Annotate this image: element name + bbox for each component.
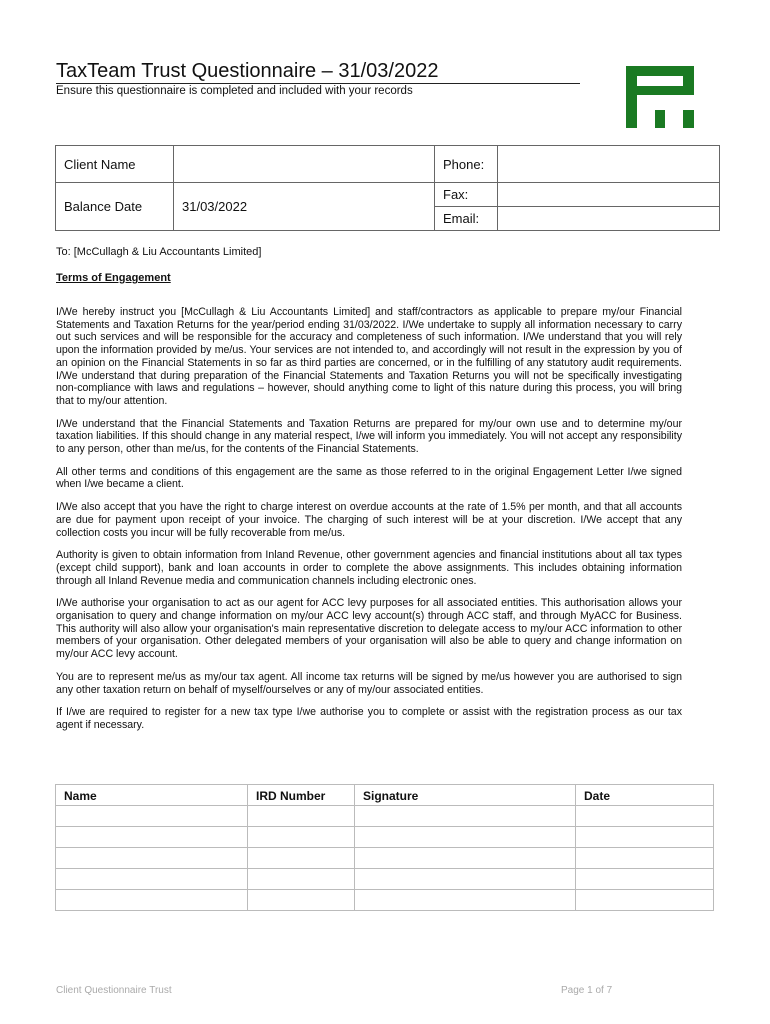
date-cell[interactable] (576, 848, 714, 869)
name-cell[interactable] (56, 869, 248, 890)
terms-paragraph: I/We authorise your organisation to act as our agent for ACC levy purposes for all associated entities. This authorisation allows your organisation to query and change information on my/our ACC levy account(s) through ACC staff, and through MyACC for Business. This authority will also allow your organisation's main representative discretion to delegate access to my/our ACC information to other members of your organisation. Other delegated members of your organisation will also be able to query and change information on my/our ACC levy account. (56, 597, 682, 661)
footer-page-number: Page 1 of 7 (561, 985, 613, 996)
client-name-field[interactable] (174, 146, 435, 183)
footer-document-name: Client Questionnaire Trust (56, 985, 172, 996)
ird-number-cell[interactable] (248, 806, 355, 827)
signature-cell[interactable] (355, 806, 576, 827)
terms-paragraph: I/We hereby instruct you [McCullagh & Liu Accountants Limited] and staff/contractors as applicable to prepare my/our Financial Statements and Taxation Returns for the year/period ending 31/03/2022. I/We undertake to supply all information necessary to carry out such services and will be responsible for the accuracy and completeness of such information. I/We understand that you will rely upon the information provided by me/us. Your services are not intended to, and accordingly will not result in the expression by you of an opinion on the Financial Statements in so far as third parties are concerned, or in the fulfilling of any statutory audit requirements. I/We understand that during preparation of the Financial Statements and Taxation Returns you will not be specifically investigating non-compliance with laws and regulations – however, should anything come to light of this nature during this process, you will bring that to my/our attention. (56, 306, 682, 407)
terms-heading: Terms of Engagement (56, 272, 171, 284)
col-header-date: Date (576, 785, 714, 806)
email-field[interactable] (498, 207, 720, 231)
terms-paragraph: Authority is given to obtain information from Inland Revenue, other government agencies and financial institutions about all tax types (except child support), bank and loan accounts in order to complete the above assignments. This includes obtaining information through all Inland Revenue media and communication channels including electronic ones. (56, 549, 682, 587)
title-divider (56, 83, 580, 84)
page-title: TaxTeam Trust Questionnaire – 31/03/2022 (56, 60, 439, 82)
ird-number-cell[interactable] (248, 869, 355, 890)
date-cell[interactable] (576, 869, 714, 890)
table-row (56, 806, 714, 827)
table-row (56, 890, 714, 911)
fax-field[interactable] (498, 183, 720, 207)
date-cell[interactable] (576, 806, 714, 827)
terms-paragraph: I/We understand that the Financial Statements and Taxation Returns are prepared for my/our own use and to determine my/our taxation liabilities. If this should change in any material respect, I/we will inform you immediately. You will not accept any responsibility to any person, other than me/us, for the contents of the Financial Statements. (56, 417, 682, 456)
col-header-signature: Signature (355, 785, 576, 806)
client-name-label: Client Name (56, 146, 174, 183)
name-cell[interactable] (56, 848, 248, 869)
balance-date-field[interactable]: 31/03/2022 (174, 183, 435, 231)
table-row (56, 827, 714, 848)
terms-body (56, 306, 682, 742)
phone-label: Phone: (435, 146, 498, 183)
client-details-table (55, 145, 720, 231)
phone-field[interactable] (498, 146, 720, 183)
fax-label: Fax: (435, 183, 498, 207)
terms-paragraph: I/We also accept that you have the right to charge interest on overdue accounts at the rate of 1.5% per month, and that all accounts are due for payment upon receipt of your invoice. The charging of such interest will be at your discretion. I/We accept that any collection costs you incur will be fully recoverable from me/us. (56, 501, 682, 539)
signature-cell[interactable] (355, 869, 576, 890)
signature-cell[interactable] (355, 890, 576, 911)
ird-number-cell[interactable] (248, 890, 355, 911)
signature-cell[interactable] (355, 848, 576, 869)
terms-paragraph: All other terms and conditions of this engagement are the same as those referred to in the original Engagement Letter I/we signed when I/we became a client. (56, 465, 682, 491)
date-cell[interactable] (576, 827, 714, 848)
name-cell[interactable] (56, 890, 248, 911)
signature-cell[interactable] (355, 827, 576, 848)
signature-table (55, 784, 714, 911)
date-cell[interactable] (576, 890, 714, 911)
name-cell[interactable] (56, 827, 248, 848)
name-cell[interactable] (56, 806, 248, 827)
addressee-line: To: [McCullagh & Liu Accountants Limited] (56, 246, 262, 258)
col-header-name: Name (56, 785, 248, 806)
taxteam-logo (626, 66, 694, 128)
table-row (56, 869, 714, 890)
col-header-ird-number: IRD Number (248, 785, 355, 806)
email-label: Email: (435, 207, 498, 231)
terms-paragraph: You are to represent me/us as my/our tax agent. All income tax returns will be signed by me/us however you are authorised to sign any other taxation return on behalf of myself/ourselves or any of my/our associated entities. (56, 670, 682, 696)
terms-paragraph: If I/we are required to register for a new tax type I/we authorise you to complete or assist with the registration process as our tax agent if necessary. (56, 706, 682, 731)
table-row (56, 848, 714, 869)
ird-number-cell[interactable] (248, 827, 355, 848)
page-subtitle: Ensure this questionnaire is completed and included with your records (56, 85, 413, 97)
balance-date-label: Balance Date (56, 183, 174, 231)
ird-number-cell[interactable] (248, 848, 355, 869)
